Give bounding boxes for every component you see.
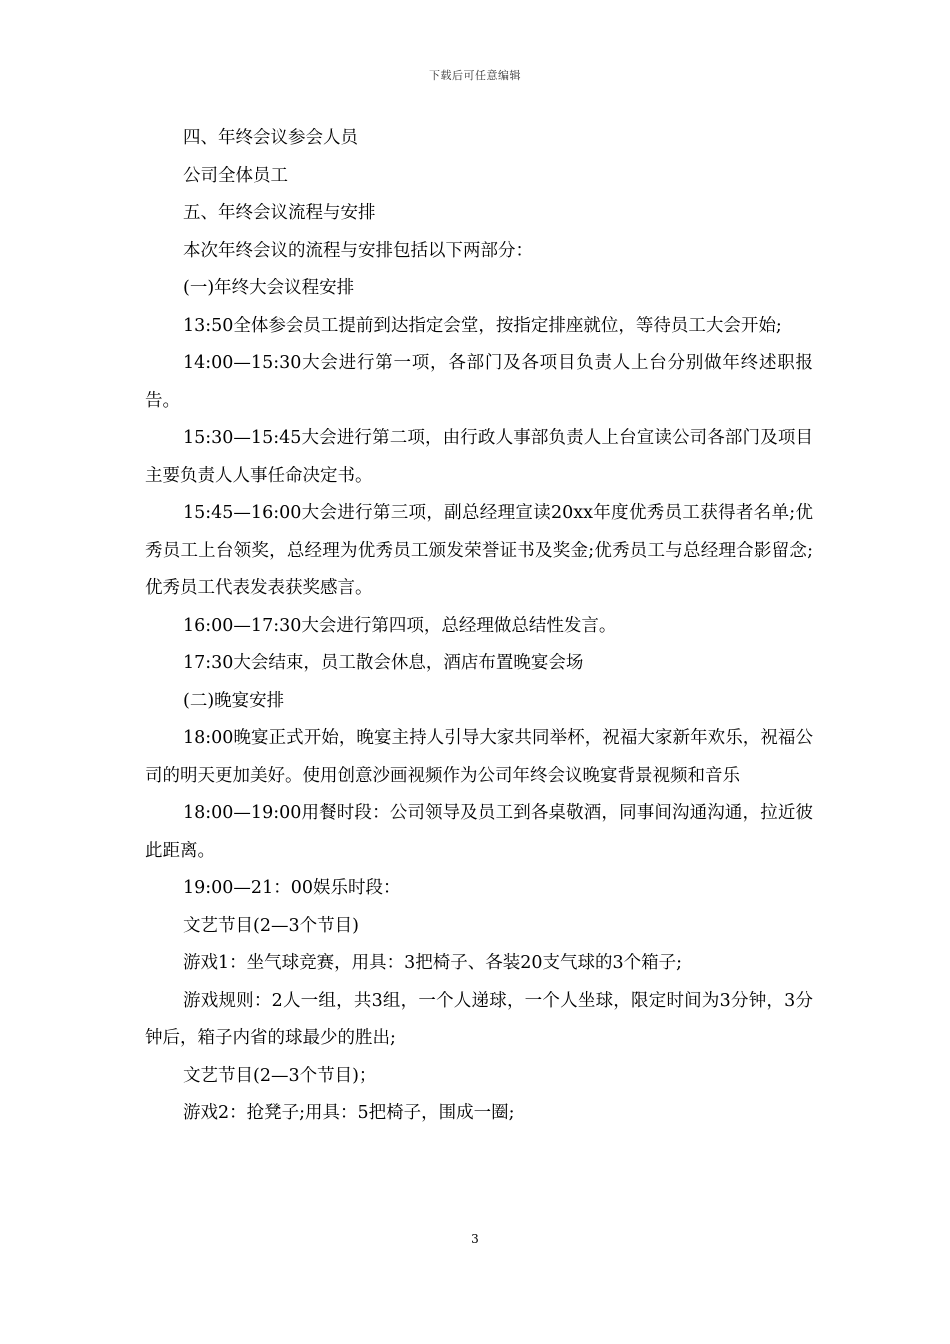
game-item: 游戏1：坐气球竞赛，用具：3把椅子、各装20支气球的3个箱子; (183, 953, 683, 973)
body-paragraph: 公司全体员工 (183, 165, 288, 186)
body-paragraph: 本次年终会议的流程与安排包括以下两部分： (183, 240, 533, 261)
schedule-item: 14:00—15:30大会进行第一项，各部门及各项目负责人上台分别做年终述职报告。 (145, 353, 813, 411)
subsection-heading: (一)年终大会议程安排 (183, 278, 355, 298)
page-header: 下载后可任意编辑 (429, 69, 521, 82)
subsection-heading: (二)晚宴安排 (183, 690, 285, 711)
schedule-item: 15:45—16:00大会进行第三项，副总经理宣读20xx年度优秀员工获得者名单;优秀员工上台领奖，总经理为优秀员工颁发荣誉证书及奖金;优秀员工与总经理合影留念;优秀员工代表发表获奖感言。 (145, 503, 813, 598)
schedule-item: 17:30大会结束，员工散会休息，酒店布置晚宴会场 (183, 653, 584, 673)
schedule-item: 16:00—17:30大会进行第四项，总经理做总结性发言。 (183, 615, 617, 636)
schedule-item: 15:30—15:45大会进行第二项，由行政人事部负责人上台宣读公司各部门及项目主要负责人人事任命决定书。 (145, 428, 813, 486)
section-heading: 四、年终会议参会人员 (183, 128, 358, 148)
schedule-item: 13:50全体参会员工提前到达指定会堂，按指定排座就位，等待员工大会开始; (183, 315, 782, 336)
schedule-item: 18:00—19:00用餐时段：公司领导及员工到各桌敬酒，同事间沟通沟通，拉近彼此距离。 (145, 803, 813, 861)
program-item: 文艺节目(2—3个节目) (183, 915, 359, 936)
document-body (145, 120, 813, 1133)
game-item: 游戏2：抢凳子;用具：5把椅子，围成一圈; (183, 1103, 515, 1123)
schedule-item: 18:00晚宴正式开始，晚宴主持人引导大家共同举杯，祝福大家新年欢乐，祝福公司的明天更加美好。使用创意沙画视频作为公司年终会议晚宴背景视频和音乐 (145, 728, 813, 786)
game-rules: 游戏规则：2人一组，共3组，一个人递球，一个人坐球，限定时间为3分钟，3分钟后，箱子内省的球最少的胜出; (145, 990, 813, 1048)
schedule-item: 19:00—21：00娱乐时段： (183, 878, 401, 898)
section-heading: 五、年终会议流程与安排 (183, 203, 376, 223)
page-number: 3 (471, 1232, 479, 1246)
program-item: 文艺节目(2—3个节目)； (183, 1065, 377, 1086)
